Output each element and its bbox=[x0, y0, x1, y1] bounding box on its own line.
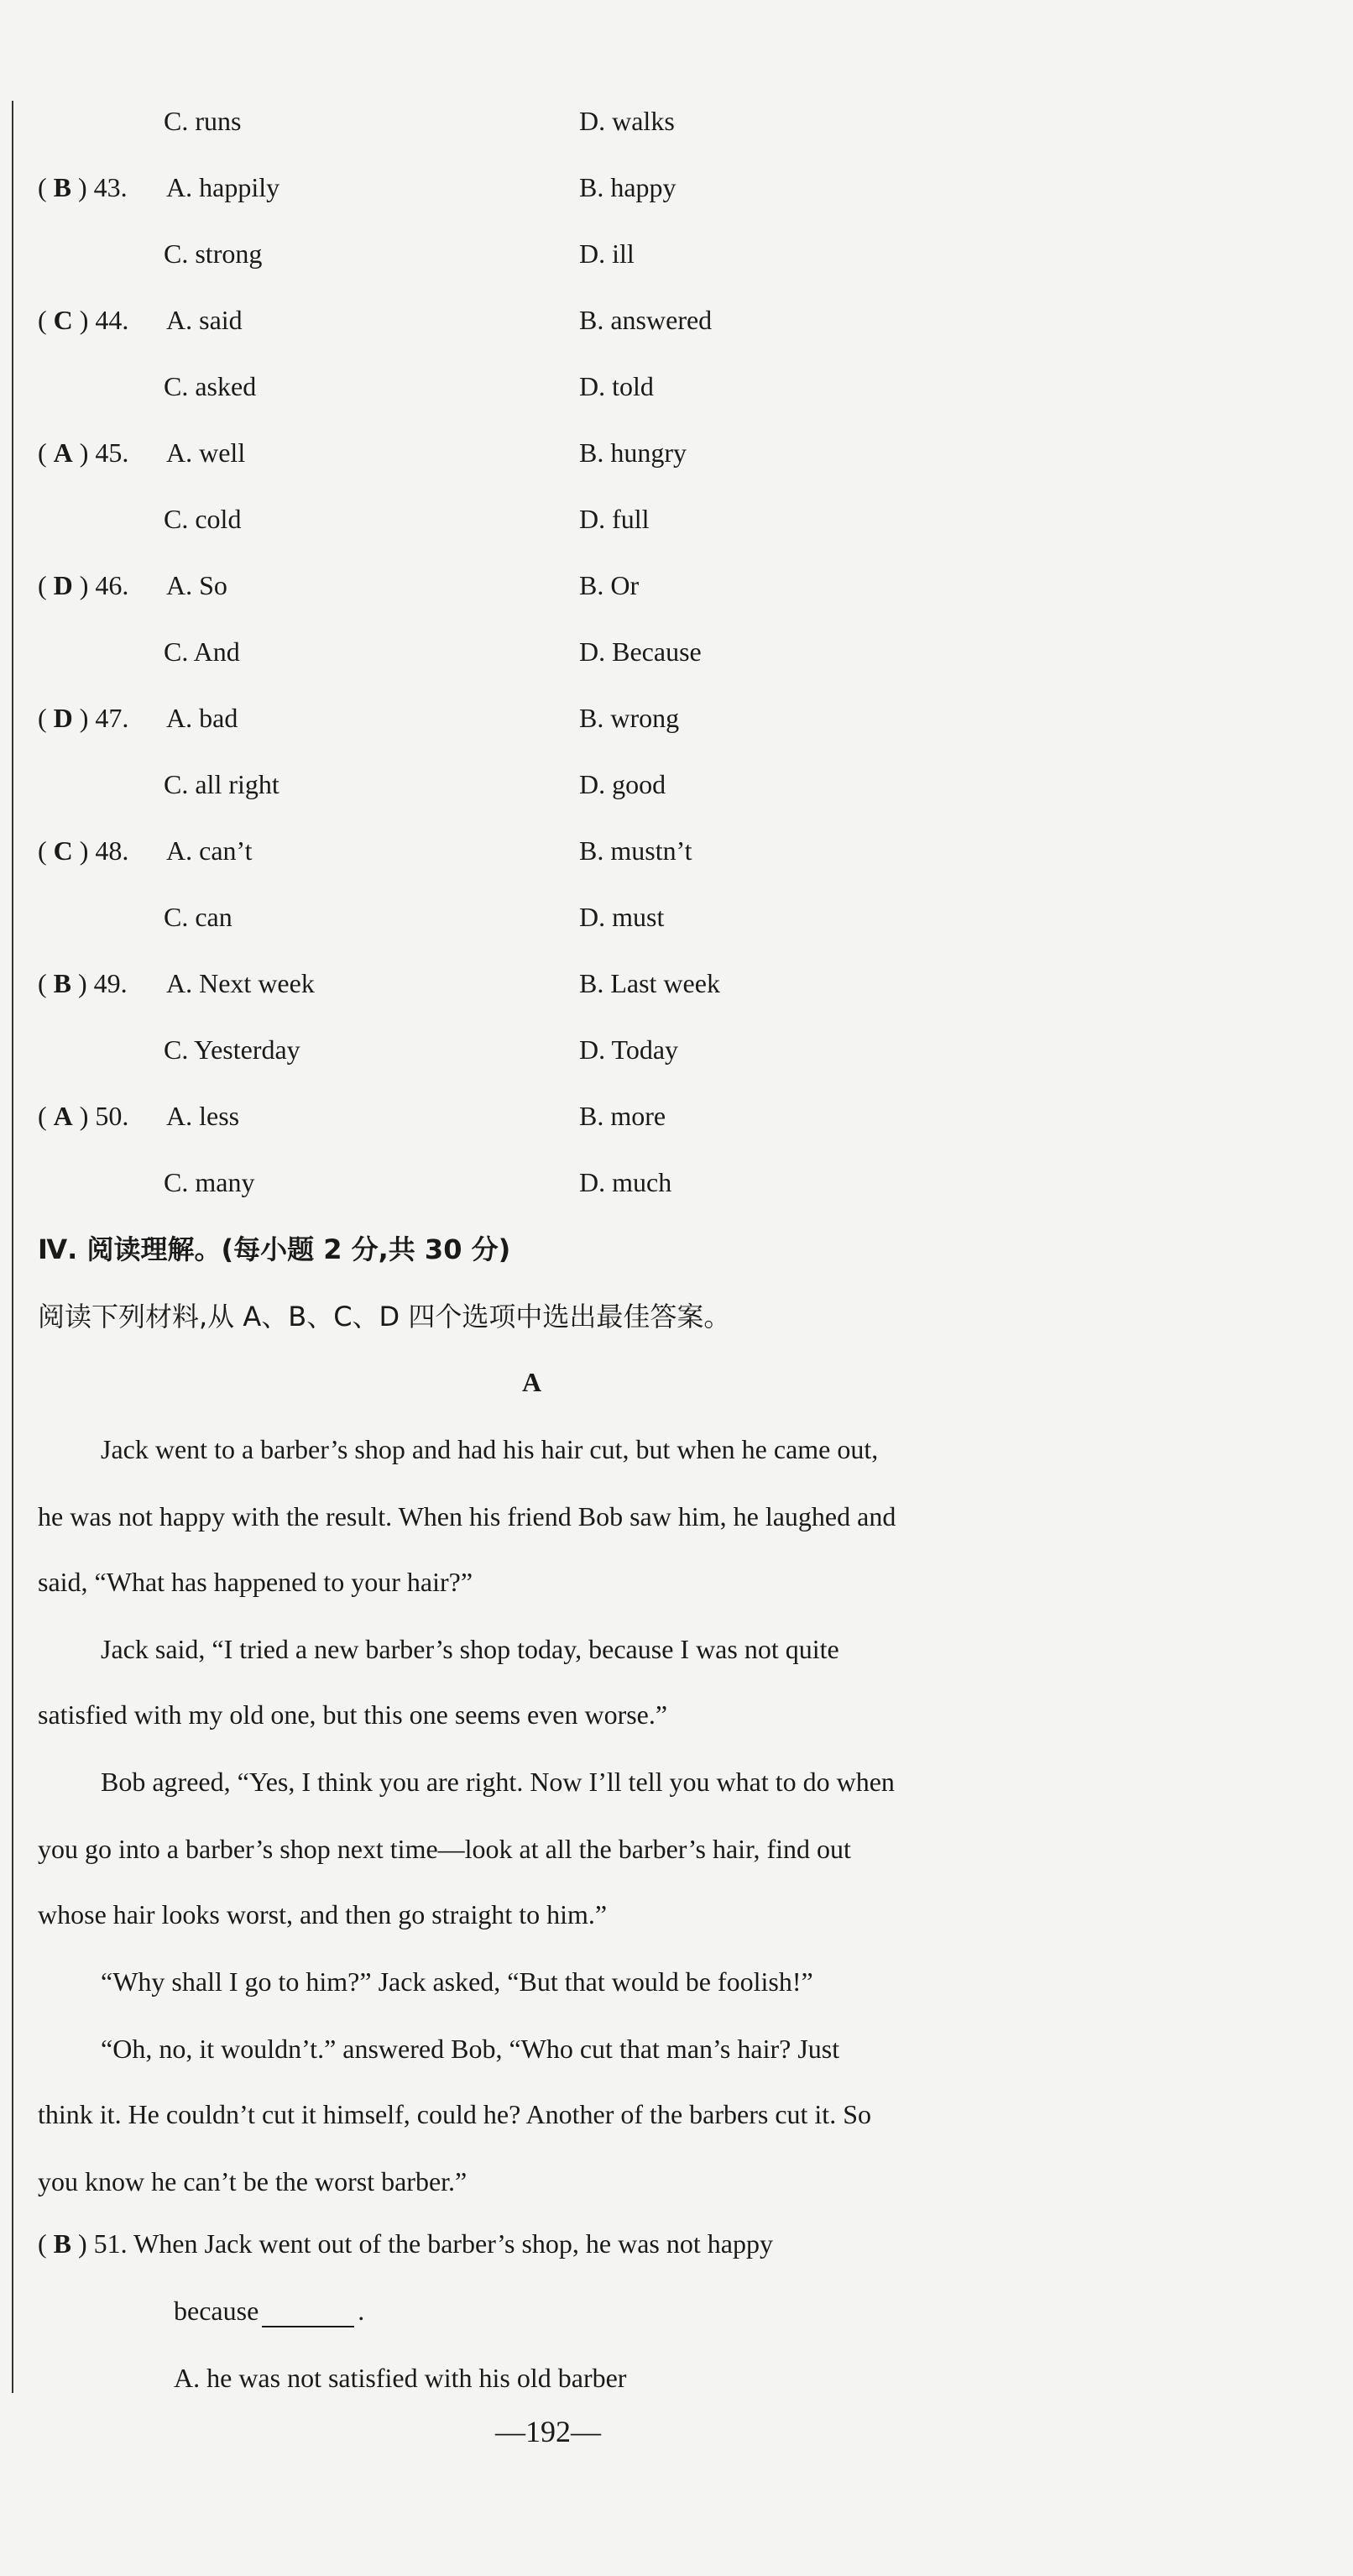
option-c: C. strong bbox=[164, 238, 263, 269]
option-c: C. cold bbox=[164, 504, 242, 534]
option-c: C. And bbox=[164, 636, 240, 667]
option-b: B. Last week bbox=[579, 968, 720, 998]
question-number-row: ( D ) 46. bbox=[38, 570, 129, 600]
option-d: D. much bbox=[579, 1167, 672, 1197]
passage-title: A bbox=[522, 1367, 542, 1397]
answer-mark: D bbox=[53, 703, 73, 733]
option-c: C. Yesterday bbox=[164, 1034, 300, 1065]
passage-line: think it. He couldn’t cut it himself, could he? Another of the barbers cut it. So bbox=[38, 2099, 871, 2129]
question-number-row: ( C ) 48. bbox=[38, 835, 129, 866]
option-d: D. Because bbox=[579, 636, 702, 667]
option-d: D. must bbox=[579, 902, 665, 932]
option-c: C. asked bbox=[164, 371, 257, 401]
passage-line: Jack said, “I tried a new barber’s shop today, because I was not quite bbox=[101, 1634, 839, 1664]
option-c: C. many bbox=[164, 1167, 255, 1197]
option-d: D. told bbox=[579, 371, 654, 401]
question-number: 50. bbox=[95, 1101, 129, 1131]
option-b: B. Or bbox=[579, 570, 640, 600]
answer-mark: C bbox=[53, 835, 73, 866]
passage-line: said, “What has happened to your hair?” bbox=[38, 1567, 473, 1597]
passage-line: you go into a barber’s shop next time—look at all the barber’s hair, find out bbox=[38, 1834, 851, 1864]
question-number-row: ( A ) 50. bbox=[38, 1101, 129, 1131]
option-a: A. said bbox=[166, 305, 243, 335]
question-51-stem: 51. When Jack went out of the barber’s shop, he was not happy bbox=[93, 2228, 773, 2259]
page-number: —192— bbox=[495, 2415, 601, 2448]
question-51-stem-line: ( B ) 51. When Jack went out of the barber’s shop, he was not happy bbox=[38, 2228, 773, 2259]
passage-line: Jack went to a barber’s shop and had his hair cut, but when he came out, bbox=[101, 1434, 879, 1464]
option-d: D. walks bbox=[579, 106, 675, 136]
question-number: 49. bbox=[93, 968, 128, 998]
answer-mark: A bbox=[53, 1101, 73, 1131]
option-b: B. happy bbox=[579, 172, 676, 202]
answer-mark: B bbox=[53, 2228, 71, 2259]
answer-mark: B bbox=[53, 968, 71, 998]
option-b: B. wrong bbox=[579, 703, 680, 733]
option-b: B. more bbox=[579, 1101, 666, 1131]
option-a: A. happily bbox=[166, 172, 280, 202]
question-number: 44. bbox=[95, 305, 129, 335]
question-number: 48. bbox=[95, 835, 129, 866]
passage-line: Bob agreed, “Yes, I think you are right. Now I’ll tell you what to do when bbox=[101, 1767, 895, 1797]
option-a: A. Next week bbox=[166, 968, 315, 998]
option-b: B. mustn’t bbox=[579, 835, 692, 866]
option-c: C. can bbox=[164, 902, 232, 932]
option-a: A. can’t bbox=[166, 835, 253, 866]
passage-line: you know he can’t be the worst barber.” bbox=[38, 2166, 468, 2196]
option-a: A. well bbox=[166, 437, 246, 468]
instruction: 阅读下列材料,从 A、B、C、D 四个选项中选出最佳答案。 bbox=[38, 1301, 731, 1333]
option-c: C. runs bbox=[164, 106, 242, 136]
question-number: 45. bbox=[95, 437, 129, 468]
option-b: B. hungry bbox=[579, 437, 687, 468]
option-a: A. bad bbox=[166, 703, 238, 733]
option-a: A. less bbox=[166, 1101, 240, 1131]
passage-line: “Why shall I go to him?” Jack asked, “But that would be foolish!” bbox=[101, 1966, 813, 1997]
question-number-row: ( B ) 43. bbox=[38, 172, 128, 202]
option-d: D. full bbox=[579, 504, 650, 534]
answer-mark: D bbox=[53, 570, 73, 600]
answer-blank bbox=[262, 2301, 354, 2327]
option-d: D. ill bbox=[579, 238, 635, 269]
option-d: D. good bbox=[579, 769, 666, 799]
passage-line: satisfied with my old one, but this one seems even worse.” bbox=[38, 1699, 668, 1730]
question-number: 47. bbox=[95, 703, 129, 733]
question-51-because: because bbox=[174, 2296, 259, 2326]
question-number-row: ( B ) 49. bbox=[38, 968, 128, 998]
section-heading: Ⅳ. 阅读理解。(每小题 2 分,共 30 分) bbox=[38, 1233, 511, 1265]
option-b: B. answered bbox=[579, 305, 713, 335]
answer-mark: C bbox=[53, 305, 73, 335]
passage-line: “Oh, no, it wouldn’t.” answered Bob, “Who cut that man’s hair? Just bbox=[101, 2034, 840, 2064]
option-d: D. Today bbox=[579, 1034, 679, 1065]
question-number-row: ( D ) 47. bbox=[38, 703, 129, 733]
question-number-row: ( A ) 45. bbox=[38, 437, 129, 468]
question-number: 43. bbox=[93, 172, 128, 202]
answer-mark: A bbox=[53, 437, 73, 468]
question-number: 46. bbox=[95, 570, 129, 600]
answer-mark: B bbox=[53, 172, 71, 202]
margin-line bbox=[12, 101, 13, 2393]
question-number-row: ( C ) 44. bbox=[38, 305, 129, 335]
question-51-stem-cont: because . bbox=[174, 2296, 365, 2326]
passage-line: he was not happy with the result. When his friend Bob saw him, he laughed and bbox=[38, 1501, 896, 1531]
question-51-option-a: A. he was not satisfied with his old barber bbox=[174, 2363, 627, 2393]
option-a: A. So bbox=[166, 570, 227, 600]
passage-line: whose hair looks worst, and then go straight to him.” bbox=[38, 1899, 608, 1929]
option-c: C. all right bbox=[164, 769, 279, 799]
